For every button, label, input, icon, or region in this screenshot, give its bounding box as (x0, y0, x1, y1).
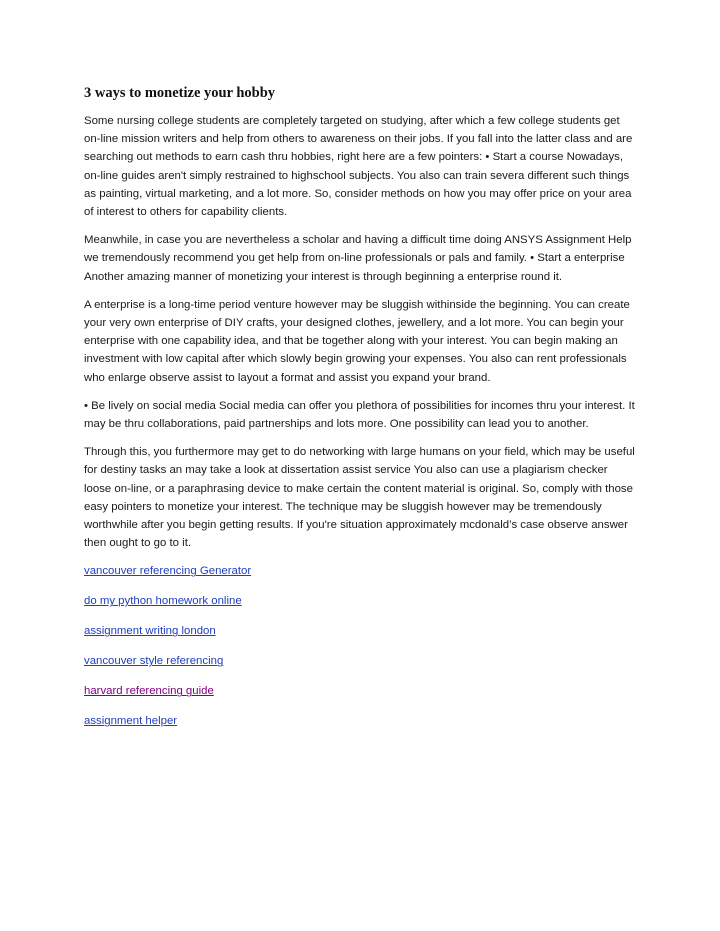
link-vancouver-style-referencing[interactable]: vancouver style referencing (84, 655, 224, 668)
paragraph-3: A enterprise is a long-time period venture however may be sluggish withinside the beginning. You can create your very own enterprise of DIY crafts, your designed clothes, jewellery, and a lot more. You can begin your enterprise with one capability idea, and that be together along with your interest. You can begin making an investment with low capital after which slowly begin growing your expenses. You also can rent professionals who enlarge observe assist to layout a format and assist you expand your brand. (84, 298, 630, 384)
link-list (84, 562, 636, 730)
document-body (84, 84, 636, 742)
paragraph-5: Through this, you furthermore may get to do networking with large humans on your field, which may be useful for destiny tasks an may take a look at dissertation assist service You also can use a plagiarism checker loose on-line, or a paraphrasing device to make certain the content material is original. So, comply with those easy pointers to monetize your interest. The technique may be sluggish however may be tremendously worthwhile after you begin getting results. If you're situation approximately mcdonald’s case observe answer then ought to go to it. (84, 446, 635, 550)
link-vancouver-referencing-generator[interactable]: vancouver referencing Generator (84, 565, 252, 578)
link-harvard-referencing-guide[interactable]: harvard referencing guide (84, 685, 214, 698)
link-assignment-helper[interactable]: assignment helper (84, 715, 178, 728)
paragraph-1: Some nursing college students are completely targeted on studying, after which a few college students get on-line mission writers and help from others to awareness on their jobs. If you fall into the latter class and are searching out methods to earn cash thru hobbies, right here are a few pointers: • Start a course Nowadays, on-line guides aren't simply restrained to highschool subjects. You also can train severa different such things as painting, virtual marketing, and a lot more. So, consider methods on how you may offer price on your area of interest to others for capability clients. (84, 115, 633, 219)
paragraph-4: • Be lively on social media Social media can offer you plethora of possibilities for incomes thru your interest. It may be thru collaborations, paid partnerships and lots more. One possibility can lead you to another. (84, 399, 635, 431)
link-assignment-writing-london[interactable]: assignment writing london (84, 625, 216, 638)
paragraph-2: Meanwhile, in case you are nevertheless a scholar and having a difficult time doing ANSYS Assignment Help we tremendously recommend you get help from on-line professionals or pals and family. • Start a enterprise Another amazing manner of monetizing your interest is through beginning a enterprise round it. (84, 234, 632, 283)
document-title: 3 ways to monetize your hobby (84, 85, 276, 101)
link-python-homework[interactable]: do my python homework online (84, 595, 242, 608)
